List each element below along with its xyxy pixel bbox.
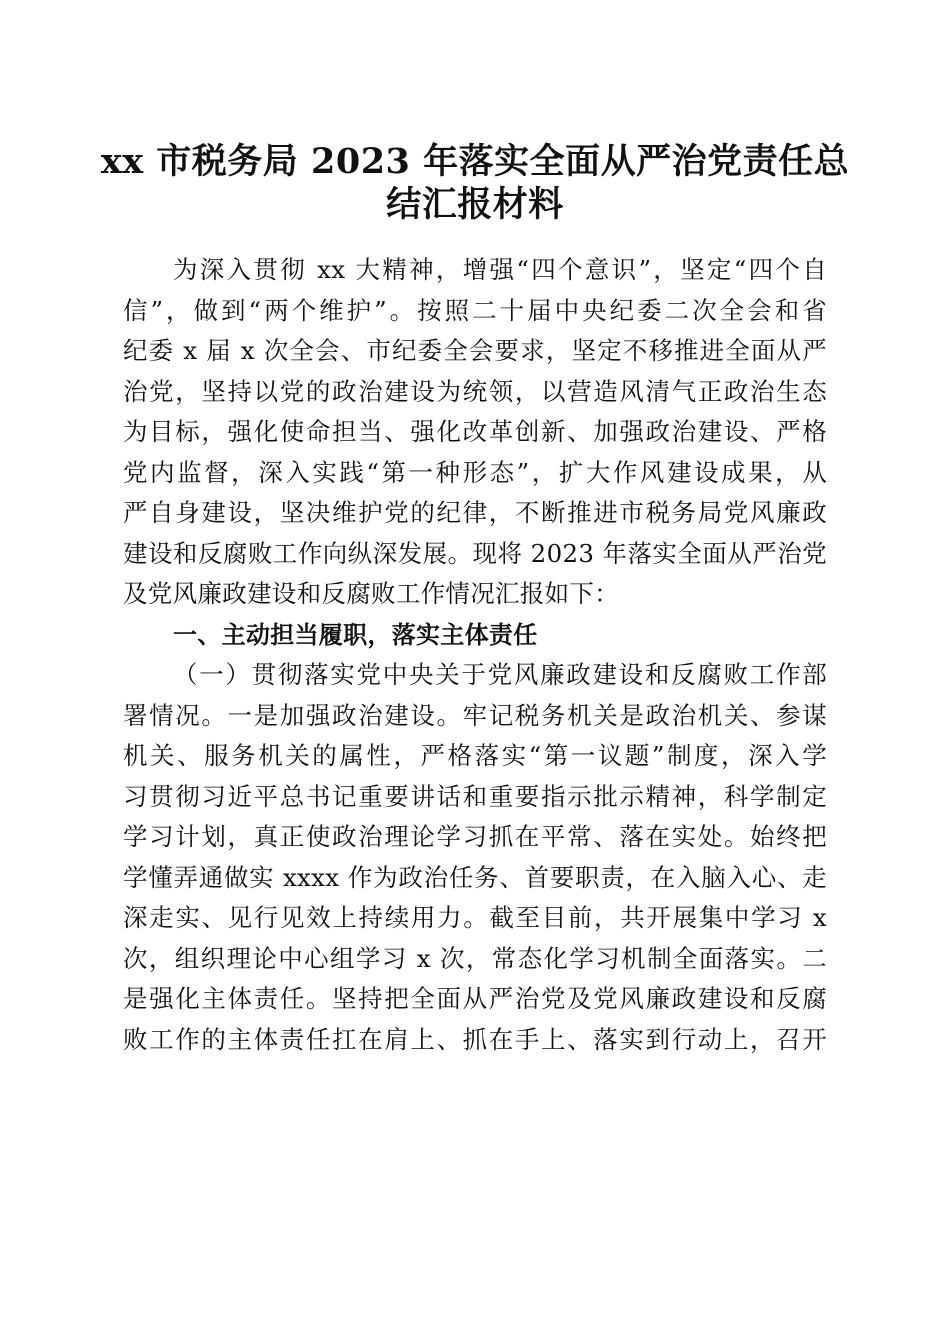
intro-paragraph-line: 信”，做到“两个维护”。按照二十届中央纪委二次全会和省 [123, 295, 827, 325]
section-paragraph-line: 次，组织理论中心组学习 x 次，常态化学习机制全面落实。二 [123, 943, 827, 973]
section-paragraph-line: 深走实、见行见效上持续用力。截至目前，共开展集中学习 x [123, 903, 827, 932]
intro-paragraph-line: 党内监督，深入实践“第一种形态”，扩大作风建设成果，从 [123, 457, 827, 487]
section-paragraph-line: 习贯彻习近平总书记重要讲话和重要指示批示精神，科学制定 [123, 781, 827, 811]
intro-paragraph-line: 及党风廉政建设和反腐败工作情况汇报如下： [123, 579, 619, 608]
title-line-1: xx 市税务局 2023 年落实全面从严治党责任总 [100, 141, 850, 182]
intro-paragraph-line: 纪委 x 届 x 次全会、市纪委全会要求，坚定不移推进全面从严 [123, 336, 827, 365]
section-paragraph-line: 署情况。一是加强政治建设。牢记税务机关是政治机关、参谋 [123, 700, 827, 730]
section-paragraph-line: 败工作的主体责任扛在肩上、抓在手上、落实到行动上，召开 [123, 1024, 827, 1054]
section-paragraph-line: （一）贯彻落实党中央关于党风廉政建设和反腐败工作部 [173, 660, 827, 689]
section-paragraph-line: 是强化主体责任。坚持把全面从严治党及党风廉政建设和反腐 [123, 984, 827, 1013]
intro-paragraph-line: 为目标，强化使命担当、强化改革创新、加强政治建设、严格 [123, 417, 827, 446]
intro-paragraph-line: 为深入贯彻 xx 大精神，增强“四个意识”，坚定“四个自 [173, 255, 827, 284]
intro-paragraph-line: 严自身建设，坚决维护党的纪律，不断推进市税务局党风廉政 [123, 498, 827, 527]
section-paragraph-line: 学懂弄通做实 xxxx 作为政治任务、首要职责，在入脑入心、走 [123, 862, 827, 892]
section-heading: 一、主动担当履职，落实主体责任 [173, 620, 538, 649]
title-line-2: 结汇报材料 [386, 184, 564, 225]
section-paragraph-line: 机关、服务机关的属性，严格落实“第一议题”制度，深入学 [123, 741, 827, 770]
section-paragraph-line: 学习计划，真正使政治理论学习抓在平常、落在实处。始终把 [123, 822, 827, 851]
intro-paragraph-line: 建设和反腐败工作向纵深发展。现将 2023 年落实全面从严治党 [123, 538, 827, 568]
document-title [100, 140, 850, 226]
intro-paragraph-line: 治党，坚持以党的政治建设为统领，以营造风清气正政治生态 [123, 376, 827, 406]
document-body [123, 250, 827, 1060]
